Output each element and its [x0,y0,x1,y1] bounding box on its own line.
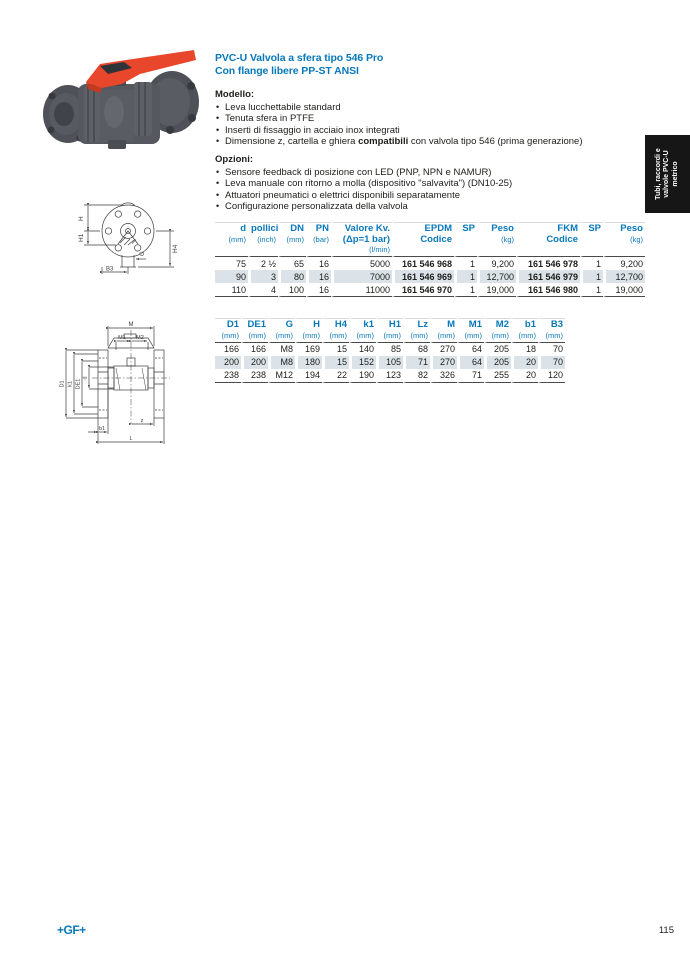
table-cell: 123 [376,369,403,383]
table-cell: 18 [511,343,538,356]
dim-label-H1: H1 [78,233,85,242]
page-number: 115 [658,925,674,936]
bullet-text: con valvola tipo 546 (prima generazione) [408,135,583,147]
table-cell: 140 [349,343,376,356]
table-cell: 161 546 970 [392,283,454,297]
table-cell: 105 [376,356,403,369]
gf-logo: +GF+ [57,923,86,937]
ball-valve-photo-illustration [42,40,202,160]
table-cell: 200 [215,356,241,369]
model-bullet-list [215,102,655,147]
table-cell: M8 [268,356,295,369]
col-header-DN: DN (mm) [278,222,306,257]
table-cell: 70 [538,343,565,356]
table-cell: 326 [430,369,457,383]
table-cell: 71 [403,356,430,369]
model-heading: Modello: [215,89,255,100]
table-cell: 161 546 980 [516,283,580,297]
dimensions-table-body [215,343,565,383]
page-title [215,52,383,78]
drawing-front-view [76,197,191,277]
table-cell: 270 [430,356,457,369]
model-section [215,89,655,147]
table-cell: 110 [215,283,248,297]
table-cell: 15 [322,343,349,356]
table-cell: 180 [295,356,322,369]
table-cell: 80 [278,270,306,283]
title-line-1: PVC-U Valvola a sfera tipo 546 Pro [215,52,384,64]
col-header-sp: SP [580,222,603,257]
table-cell: 11000 [331,283,392,297]
dim-label-d: d [82,376,89,380]
table-cell: 238 [241,369,268,383]
table-cell: 194 [295,369,322,383]
table-row [215,283,645,297]
col-header-M2: M2 (mm) [484,318,511,343]
table-cell: 65 [278,257,306,270]
table-cell: 100 [278,283,306,297]
col-header-D1: D1 (mm) [215,318,241,343]
table-row [215,369,565,383]
list-item: • Leva lucchettabile standard [215,102,655,113]
table-cell: 166 [241,343,268,356]
table-cell: 64 [457,343,484,356]
col-header-M: M (mm) [430,318,457,343]
col-header-sp: SP [454,222,477,257]
col-header-H4: H4 (mm) [322,318,349,343]
table-cell: 3 [248,270,278,283]
list-item [215,136,655,147]
dim-label-D1: D1 [59,380,66,388]
dim-label-M2: M2 [136,335,144,341]
table-cell: 5000 [331,257,392,270]
col-header-B3: B3 (mm) [538,318,565,343]
table-cell: 1 [454,257,477,270]
table-cell: 9,200 [477,257,516,270]
side-view-line-art [58,320,206,448]
table-cell: 19,000 [477,283,516,297]
table-cell: 205 [484,343,511,356]
table-cell: 70 [538,356,565,369]
col-header-PN: PN (bar) [306,222,331,257]
col-header-epdm-code: EPDM Codice [392,222,454,257]
col-header-pollici: pollici (inch) [248,222,278,257]
table-row [215,356,565,369]
ordering-table-body [215,257,645,297]
options-section [215,154,655,212]
tab-line-3: metrico [671,161,679,187]
dimensions-table [215,318,565,383]
table-cell: 1 [580,270,603,283]
table-cell: 16 [306,283,331,297]
list-item: • Inserti di fissaggio in acciaio inox integrati [215,125,655,136]
drawing-side-view [58,320,206,448]
table-cell: 1 [580,283,603,297]
col-header-Lz: Lz (mm) [403,318,430,343]
table-cell: 16 [306,257,331,270]
table-cell: 169 [295,343,322,356]
table-cell: 2 ½ [248,257,278,270]
col-header-kv: Valore Kv. (Δp=1 bar) (l/min) [331,222,392,257]
table-row [215,270,645,283]
list-item: • Leva manuale con ritorno a molla (dispositivo "salvavita") (DN10-25) [215,178,655,189]
table-cell: 85 [376,343,403,356]
col-header-H1: H1 (mm) [376,318,403,343]
table-row [215,343,565,356]
table-cell: 20 [511,356,538,369]
table-cell: 255 [484,369,511,383]
col-header-d: d (mm) [215,222,248,257]
options-heading: Opzioni: [215,154,253,165]
table-cell: 190 [349,369,376,383]
dim-label-k1: k1 [67,381,74,387]
dim-label-DE1: DE1 [75,378,82,390]
title-line-2: Con flange libere PP-ST ANSI [215,65,359,77]
dim-label-L: L [129,436,133,442]
table-cell: 22 [322,369,349,383]
list-item: • Tenuta sfera in PTFE [215,113,655,124]
table-cell: 166 [223,344,239,354]
table-cell: M8 [268,343,295,356]
table-cell: 71 [457,369,484,383]
list-item: • Configurazione personalizzata della valvola [215,201,655,212]
table-cell: 238 [215,369,241,383]
product-photo [42,40,202,160]
dim-label-H4: H4 [172,244,179,253]
table-cell: 64 [457,356,484,369]
table-cell: 270 [430,343,457,356]
bullet-text: Dimensione z, cartella e ghiera [225,135,359,147]
table-cell: 1 [454,270,477,283]
col-header-M1: M1 (mm) [457,318,484,343]
col-header-k1: k1 (mm) [349,318,376,343]
front-view-line-art [76,197,191,277]
table-cell: 16 [306,270,331,283]
list-item: • Sensore feedback di posizione con LED (PNP, NPN e NAMUR) [215,167,655,178]
table-cell: 4 [248,283,278,297]
list-item: • Attuatori pneumatici o elettrici disponibili separatamente [215,190,655,201]
table-cell: 120 [538,369,565,383]
dim-label-b1: b1 [98,426,106,432]
table-cell: 205 [484,356,511,369]
ordering-table-header-row [215,222,645,257]
table-cell: 19,000 [603,283,645,297]
table-cell: M12 [268,369,295,383]
col-header-H: H (mm) [295,318,322,343]
dim-label-G: G [140,251,146,256]
table-cell: 12,700 [603,270,645,283]
dim-label-M: M [128,322,134,328]
table-cell: 7000 [331,270,392,283]
col-header-b1: b1 (mm) [511,318,538,343]
table-cell: 161 546 978 [516,257,580,270]
table-cell: 12,700 [477,270,516,283]
col-header-DE1: DE1 (mm) [241,318,268,343]
dim-label-B3: B3 [106,266,114,273]
options-bullet-list [215,167,655,212]
dim-label-M1: M1 [118,335,126,341]
col-header-fkm-code: FKM Codice [516,222,580,257]
table-cell: 90 [215,270,248,283]
tab-line-2: valvole PVC-U [663,150,671,198]
col-header-peso: Peso (kg) [477,222,516,257]
table-cell: 200 [241,356,268,369]
table-cell: 68 [403,343,430,356]
table-cell: 152 [349,356,376,369]
bullet-text-bold: compatibili [358,135,409,147]
table-cell: 1 [454,283,477,297]
col-header-peso: Peso (kg) [603,222,645,257]
ordering-table [215,222,645,297]
table-cell: 1 [580,257,603,270]
tab-line-1: Tubi, raccordi e [654,148,662,200]
table-cell: 75 [235,258,246,269]
table-cell: 82 [403,369,430,383]
table-cell: 161 546 968 [392,257,454,270]
dim-label-z: z [140,418,144,424]
table-cell: 161 546 979 [516,270,580,283]
table-cell: 161 546 969 [392,270,454,283]
table-row [215,257,645,270]
dim-label-H: H [78,216,85,221]
table-cell: 9,200 [603,257,645,270]
table-cell: 15 [322,356,349,369]
dimensions-table-header-row [215,318,565,343]
table-cell: 20 [511,369,538,383]
col-header-G: G (mm) [268,318,295,343]
